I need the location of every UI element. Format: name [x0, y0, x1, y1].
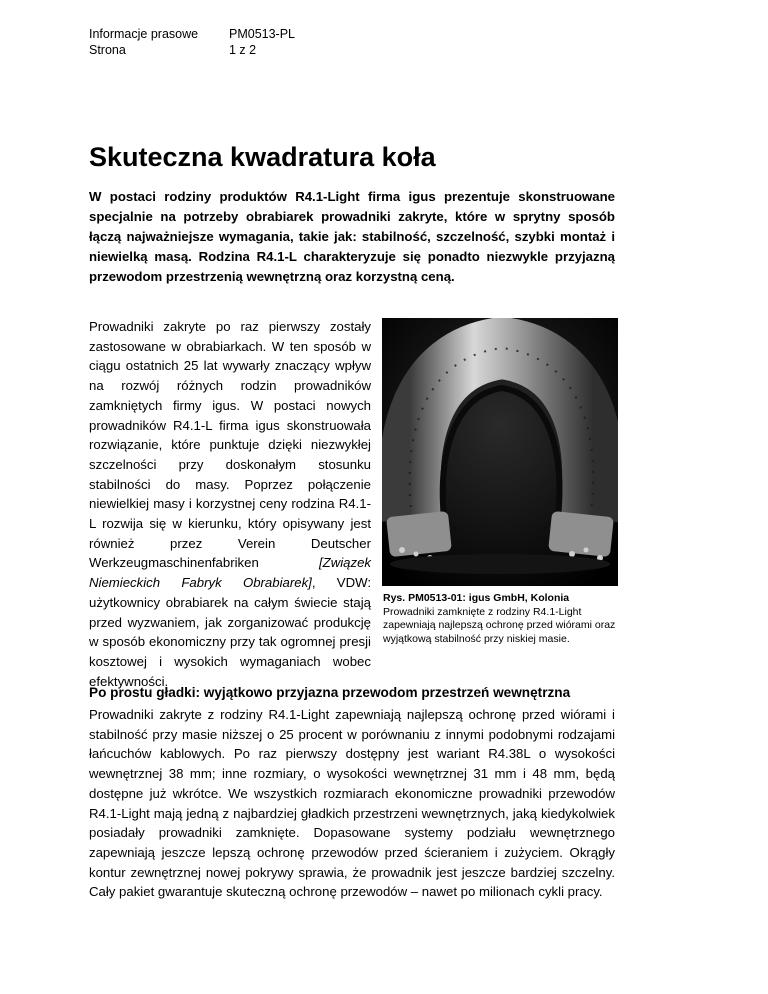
- body-text-a: Prowadniki zakryte po raz pierwszy zostały zastosowane w obrabiarkach. W ten sposób w ciągu ostatnich 25 lat wywarły znaczący wpływ na rozwój różnych rodzin prowadników zamkniętych firmy igus. W postaci nowych prowadników R4.1-L firma igus skonstruowała rozwiązanie, które punktuje dzięki niezwykłej szczelności przy doskonałym stosunku stabilności do masy. Poprzez połączenie niewielkiej masy i korzystnej ceny rodzina R4.1-L rozwija się w kierunku, który opisywany jest również przez Verein Deutscher Werkzeugmaschinenfabriken: [89, 319, 371, 571]
- caption-title: Rys. PM0513-01: igus GmbH, Kolonia: [383, 592, 570, 604]
- header-value-page: 1 z 2: [229, 43, 257, 57]
- body-text-b: , VDW: użytkownicy obrabiarek na całym świecie stają przed wyzwaniem, jak zorganizować produkcję w sposób ekonomiczny przy tak ogromnej presji kosztowej i wysokich wymaganiach wobec efektywności.: [89, 575, 371, 689]
- body-italic: [Związek Niemieckich Fabryk Obrabiarek]: [89, 555, 371, 591]
- photo-caption: [383, 592, 628, 646]
- caption-text: Prowadniki zamknięte z rodziny R4.1-Light zapewniają najlepszą ochronę przed wiórami oraz wyjątkową stabilność przy niskiej masie.: [383, 605, 616, 645]
- body-paragraph-1: [89, 317, 371, 691]
- product-photo: [382, 318, 618, 586]
- header-value-code: PM0513-PL: [229, 27, 296, 41]
- document-header: [89, 26, 295, 58]
- section-heading: Po prostu gładki: wyjątkowo przyjazna przewodom przestrzeń wewnętrzna: [89, 685, 571, 700]
- cable-carrier-image: [382, 318, 618, 586]
- body-paragraph-2: Prowadniki zakryte z rodziny R4.1-Light zapewniają najlepszą ochronę przed wiórami i stabilność przy masie niższej o 25 procent w porównaniu z innymi podobnymi rodzajami łańcuchów kablowych. Po raz pierwszy dostępny jest wariant R4.38L o wysokości wewnętrznej 38 mm; inne rozmiary, o wysokości wewnętrznej 31 mm i 48 mm, będą dostępne już wkrótce. We wszystkich rozmiarach ekonomiczne prowadniki przewodów R4.1-Light mają jedną z najbardziej gładkich przestrzeni wewnętrznych, jaką kiedykolwiek posiadały prowadniki zamknięte. Dopasowane systemy podziału wewnętrznego zapewniają jeszcze lepszą ochronę przewodów przed ścieraniem i zużyciem. Okrągły kontur zewnętrznej nowej pokrywy sprawia, że prowadnik jest jeszcze bardziej szczelny. Cały pakiet gwarantuje skuteczną ochronę przewodów – nawet po milionach cykli pracy.: [89, 707, 615, 900]
- page-title: Skuteczna kwadratura koła: [89, 142, 436, 172]
- header-label-press: Informacje prasowe: [89, 27, 199, 41]
- header-label-page: Strona: [89, 43, 126, 57]
- lead-paragraph: W postaci rodziny produktów R4.1-Light firma igus prezentuje skonstruowane specjalnie na potrzeby obrabiarek prowadniki zakryte, które w sprytny sposób łączą najważniejsze wymagania, takie jak: stabilność, szczelność, szybki montaż i niewielką masą. Rodzina R4.1-L charakteryzuje się ponadto niezwykle przyjazną przewodom przestrzenią wewnętrzną oraz korzystną ceną.: [89, 189, 615, 284]
